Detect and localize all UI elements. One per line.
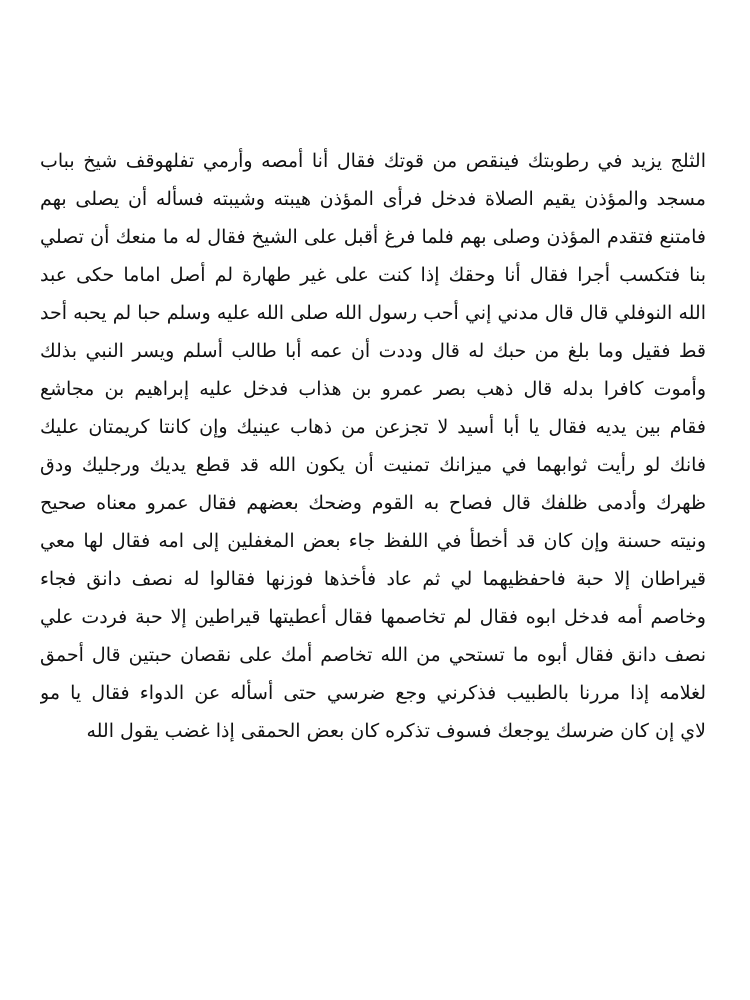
text-line: لاي إن كان ضرسك يوجعك فسوف تذكره كان بعض الحمقى إذا غضب يقول الله xyxy=(86,720,706,742)
text-line: مسجد والمؤذن يقيم الصلاة فدخل فرأى المؤذن هيبته وشيبته فسأله أن يصلى بهم xyxy=(40,188,706,210)
text-line: وخاصم أمه فدخل ابوه فقال لم تخاصمها فقال أعطيتها قيراطين إلا حبة فردت علي xyxy=(40,606,706,628)
text-line: نصف دانق فقال أبوه ما تستحي من الله تخاصم أمك على نقصان حبتين قال أحمق xyxy=(40,644,706,666)
text-line: فانك لو رأيت ثوابهما في ميزانك تمنيت أن يكون الله قد قطع يديك ورجليك ودق xyxy=(40,454,706,476)
text-line: فامتنع فتقدم المؤذن وصلى بهم فلما فرغ أقبل على الشيخ فقال له ما منعك أن تصلي xyxy=(40,226,706,248)
text-line: قيراطان إلا حبة فاحفظيهما لي ثم عاد فأخذها فوزنها فقالوا له نصف دانق فجاء xyxy=(40,568,706,590)
text-line: فقام بين يديه فقال يا أبا أسيد لا تجزعن من ذهاب عينيك وإن كانتا كريمتان عليك xyxy=(40,416,706,438)
text-line: قط فقيل وما بلغ من حبك له قال وددت أن عمه أبا طالب أسلم ويسر النبي بذلك xyxy=(40,340,706,362)
body-text xyxy=(40,142,706,750)
text-line: وأموت كافرا بدله قال ذهب بصر عمرو بن هذاب فدخل عليه إبراهيم بن مجاشع xyxy=(40,378,706,400)
text-line: ظهرك وأدمى ظلفك قال فصاح به القوم وضحك بعضهم فقال عمرو معناه صحيح xyxy=(40,492,706,514)
text-line: بنا فتكسب أجرا فقال أنا وحقك إذا كنت على غير طهارة لم أصل اماما حكى عبد xyxy=(40,264,706,286)
text-line: ونيته حسنة وإن كان قد أخطأ في اللفظ جاء بعض المغفلين إلى امه فقال لها معي xyxy=(40,530,706,552)
text-line: الثلج يزيد في رطوبتك فينقص من قوتك فقال أنا أمصه وأرمي تفلهوقف شيخ بباب xyxy=(40,150,706,172)
text-line: لغلامه إذا مررنا بالطبيب فذكرني وجع ضرسي حتى أسأله عن الدواء فقال يا مو xyxy=(40,682,706,704)
text-line: الله النوفلي قال قال مدني إني أحب رسول الله صلى الله عليه وسلم حبا لم يحبه أحد xyxy=(40,302,706,324)
